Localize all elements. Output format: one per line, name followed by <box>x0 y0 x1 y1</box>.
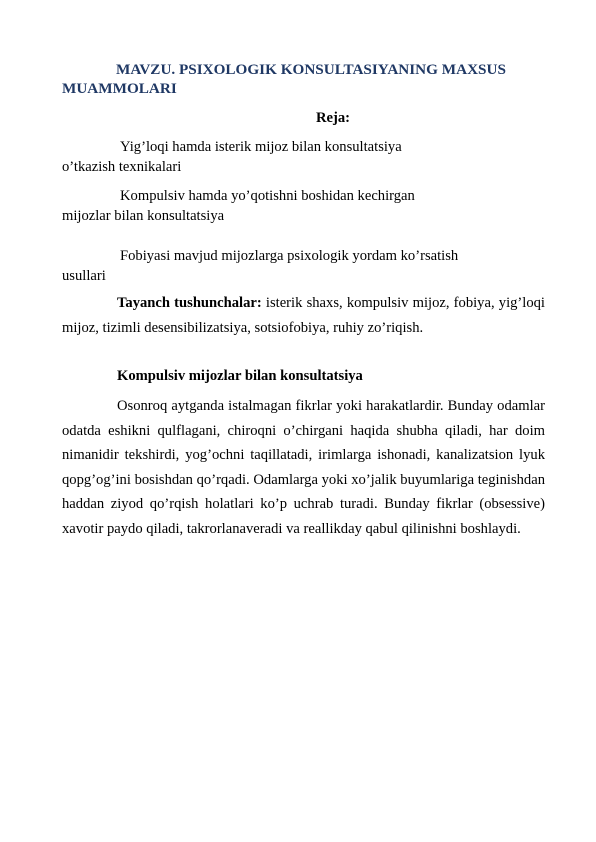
plan-item-3-line-2: usullari <box>62 268 106 284</box>
plan-heading: Reja: <box>315 110 350 126</box>
plan-item-3 <box>62 246 542 286</box>
title-line-2: MUAMMOLARI <box>62 80 177 97</box>
section-heading: Kompulsiv mijozlar bilan konsultatsiya <box>117 368 363 384</box>
body-paragraph: Osonroq aytganda istalmagan fikrlar yoki harakatlardir. Bunday odamlar odatda eshikni qulflagani, chiroqni o’chirgani haqida shubha qiladi, har doim nimanidir tekshirdi, yog’ochni taqillatadi, irimlarga ishonadi, kanalizatsion lyuk qopg’og’ini bosishdan qo’rqadi. Odamlarga yoki xo’jalik buyumlariga teginishdan haddan ziyod qo’rqish holatlari ko’p uchrab turadi. Bunday fikrlar (obsessive) xavotir paydo qiladi, takrorlanaveradi va reallikday qabul qilinishni boshlaydi. <box>62 398 545 537</box>
key-terms-text: isterik shaxs, kompulsiv mijoz, fobiya, yig’loqi mijoz, tizimli desensibilizatsiya, sotsiofobiya, ruhiy zo’riqish. <box>62 295 545 336</box>
plan-item-1 <box>62 137 542 177</box>
key-terms-label: Tayanch tushunchalar: <box>117 295 262 311</box>
document-title <box>62 60 542 98</box>
title-line-1: MAVZU. PSIXOLOGIK KONSULTASIYANING MAXSUS <box>116 61 506 78</box>
plan-item-3-line-1: Fobiyasi mavjud mijozlarga psixologik yordam ko’rsatish <box>120 248 459 264</box>
plan-item-1-line-2: o’tkazish texnikalari <box>62 159 182 175</box>
plan-item-2-line-2: mijozlar bilan konsultatsiya <box>62 208 225 224</box>
plan-item-2-line-1: Kompulsiv hamda yo’qotishni boshidan kechirgan <box>120 188 415 204</box>
plan-item-2 <box>62 186 542 226</box>
key-terms-paragraph <box>62 291 545 340</box>
plan-item-1-line-1: Yig’loqi hamda isterik mijoz bilan konsultatsiya <box>120 139 402 155</box>
